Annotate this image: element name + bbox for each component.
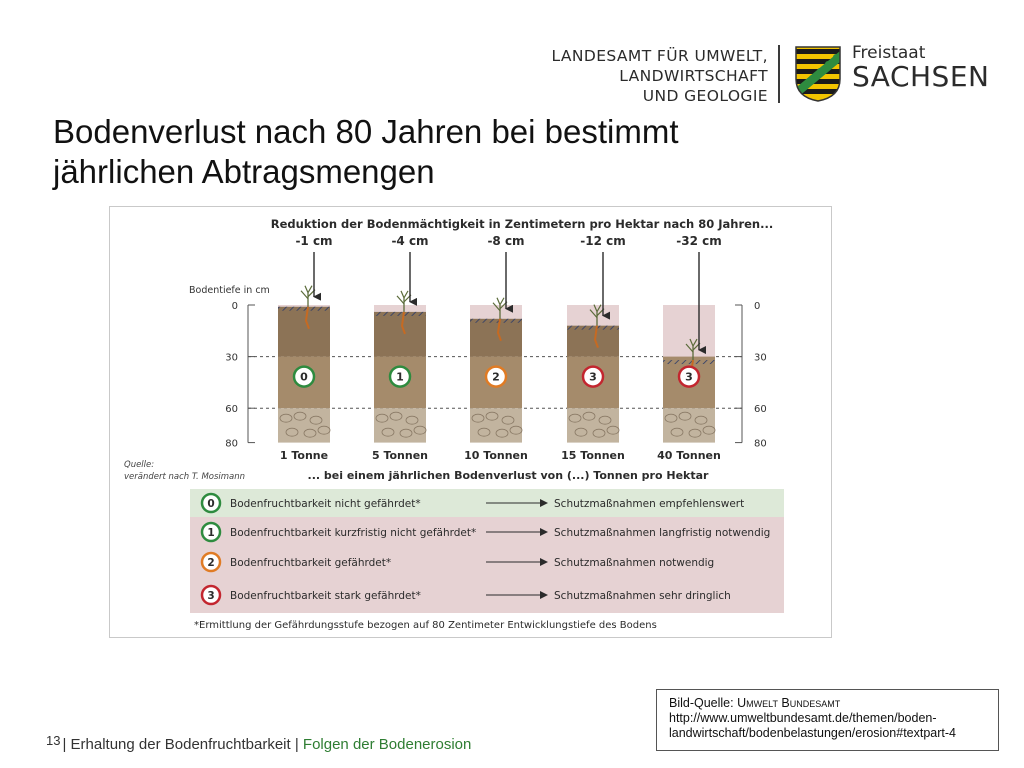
lost-soil-band	[663, 305, 715, 360]
soil-loss-diagram	[110, 207, 831, 637]
breadcrumb-current[interactable]: Folgen der Bodenerosion	[302, 736, 472, 753]
risk-legend	[190, 489, 784, 613]
level-badge-number: 2	[492, 370, 500, 384]
lost-soil-band	[567, 305, 619, 326]
topsoil-layer	[567, 326, 619, 357]
image-source-url-1[interactable]: http://www.umweltbundesamt.de/themen/boden-	[669, 711, 937, 725]
tonnage-label: 15 Tonnen	[561, 449, 625, 462]
lost-soil-band	[278, 305, 330, 307]
source-note-line-1: Quelle:	[124, 460, 155, 470]
soil-column	[464, 234, 528, 462]
page-number: 13	[46, 733, 61, 748]
loss-label: -12 cm	[580, 234, 626, 248]
legend-level-number: 2	[207, 557, 215, 569]
legend-risk-text: Bodenfruchtbarkeit nicht gefährdet*	[230, 498, 421, 510]
loss-label: -32 cm	[676, 234, 722, 248]
header-divider	[778, 45, 780, 103]
lost-soil-band	[374, 305, 426, 312]
loss-label: -8 cm	[487, 234, 525, 248]
tonnage-label: 10 Tonnen	[464, 449, 528, 462]
org-line-2: LANDWIRTSCHAFT	[619, 67, 768, 85]
breadcrumb-section[interactable]: | Erhaltung der Bodenfruchtbarkeit |	[62, 736, 303, 753]
legend-risk-text: Bodenfruchtbarkeit stark gefährdet*	[230, 590, 421, 602]
tonnage-label: 5 Tonnen	[371, 449, 429, 462]
depth-tick-label-left: 30	[225, 352, 238, 364]
legend-row	[190, 517, 784, 547]
legend-level-number: 0	[207, 498, 215, 510]
state-name	[852, 44, 989, 92]
legend-risk-text: Bodenfruchtbarkeit gefährdet*	[230, 557, 392, 569]
depth-tick-label-right: 60	[754, 404, 767, 416]
level-badge-number: 0	[300, 370, 308, 384]
depth-tick-label-right: 0	[754, 301, 761, 312]
legend-action-text: Schutzmaßnahmen notwendig	[554, 557, 715, 569]
loss-label: -4 cm	[391, 234, 429, 248]
soil-columns	[278, 234, 722, 462]
image-source-label: Bild-Quelle:	[669, 696, 738, 710]
depth-tick-label-left: 60	[225, 404, 238, 416]
footnote: *Ermittlung der Gefährdungsstufe bezogen auf 80 Zentimeter Entwicklungstiefe des Bodens	[194, 620, 657, 631]
legend-action-text: Schutzmaßnahmen langfristig notwendig	[554, 527, 771, 539]
surface-hatch	[374, 312, 426, 316]
organisation-name	[551, 46, 768, 106]
bottom-caption: ... bei einem jährlichen Bodenverlust von (...) Tonnen pro Hektar	[307, 469, 709, 482]
org-line-3: UND GEOLOGIE	[642, 87, 768, 105]
soil-loss-figure	[109, 206, 832, 638]
slide-title: Bodenverlust nach 80 Jahren bei bestimmt jährlichen Abtragsmengen	[53, 113, 679, 190]
level-badge-number: 1	[396, 370, 404, 384]
depth-tick-label-left: 0	[231, 301, 238, 312]
depth-tick-label-right: 80	[754, 438, 767, 450]
image-source-box	[656, 689, 999, 751]
surface-hatch	[567, 326, 619, 330]
image-source-url-2[interactable]: landwirtschaft/bodenbelastungen/erosion#textpart-4	[669, 726, 956, 740]
surface-hatch	[278, 307, 330, 311]
state-line-1: Freistaat	[852, 43, 926, 63]
source-note-line-2: verändert nach T. Mosimann	[124, 472, 246, 482]
legend-action-text: Schutzmaßnahmen sehr dringlich	[554, 590, 731, 602]
soil-column	[657, 234, 722, 462]
topsoil-layer	[470, 319, 522, 357]
legend-level-number: 3	[207, 590, 215, 602]
topsoil-layer	[374, 312, 426, 357]
topsoil-layer	[278, 307, 330, 357]
tonnage-label: 1 Tonne	[279, 449, 329, 462]
surface-hatch	[663, 360, 715, 364]
legend-row	[190, 577, 784, 613]
footer	[46, 733, 472, 753]
figure-heading: Reduktion der Bodenmächtigkeit in Zentimetern pro Hektar nach 80 Jahren...	[270, 217, 774, 231]
level-badge-number: 3	[589, 370, 597, 384]
org-line-1: LANDESAMT FÜR UMWELT,	[551, 47, 768, 65]
depth-tick-label-left: 80	[225, 438, 238, 450]
soil-column	[278, 234, 333, 462]
loss-label: -1 cm	[295, 234, 333, 248]
saxony-coat-of-arms-logo	[794, 45, 842, 103]
legend-action-text: Schutzmaßnahmen empfehlenswert	[554, 498, 745, 510]
legend-row	[190, 547, 784, 577]
depth-axis-label: Bodentiefe in cm	[189, 285, 270, 296]
legend-risk-text: Bodenfruchtbarkeit kurzfristig nicht gefährdet*	[230, 527, 477, 539]
tonnage-label: 40 Tonnen	[657, 449, 721, 462]
soil-column	[561, 234, 626, 462]
legend-row	[190, 489, 784, 517]
surface-hatch	[470, 319, 522, 323]
state-line-2: SACHSEN	[852, 60, 990, 93]
depth-tick-label-right: 30	[754, 352, 767, 364]
image-source-org: Umwelt Bundesamt	[737, 696, 841, 710]
legend-level-number: 1	[207, 527, 215, 539]
level-badge-number: 3	[685, 370, 693, 384]
soil-column	[372, 234, 429, 462]
